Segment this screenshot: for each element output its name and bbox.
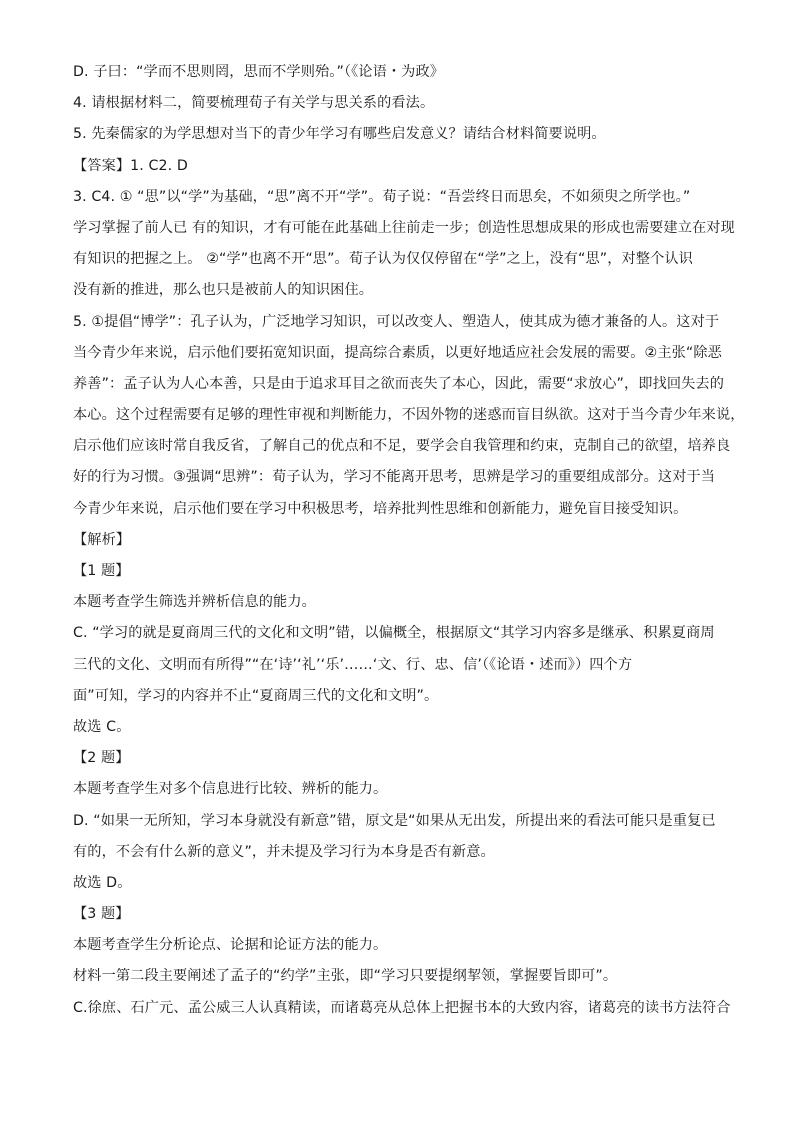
text-line: 5. 先秦儒家的为学思想对当下的青少年学习有哪些启发意义？请结合材料简要说明。 — [73, 126, 606, 143]
text-line: 好的行为习惯。③强调“思辨”：荀子认为，学习不能离开思考，思辨是学习的重要组成部分。这对于当 — [73, 469, 716, 486]
text-line: 材料一第二段主要阐述了孟子的“约学”主张，即“学习只要提纲挈领，掌握要旨即可”。 — [73, 968, 618, 985]
text-line: 5. ①提倡“博学”：孔子认为，广泛地学习知识，可以改变人、塑造人，使其成为德才兼备的人。这对于 — [73, 313, 720, 330]
text-line: C.徐庶、石广元、孟公威三人认真精读，而诸葛亮从总体上把握书本的大致内容，诸葛亮的读书方法符合 — [73, 999, 731, 1016]
text-line: 养善”：孟子认为人心本善，只是由于追求耳目之欲而丧失了本心，因此，需要“求放心”，即找回失去的 — [73, 375, 725, 392]
text-line: 本题考查学生分析论点、论据和论证方法的能力。 — [73, 937, 388, 954]
text-line: 本心。这个过程需要有足够的理性审视和判断能力，不因外物的迷惑而盲目纵欲。这对于当今青少年来说， — [73, 407, 745, 424]
text-line: 当今青少年来说，启示他们要拓宽知识面，提高综合素质，以更好地适应社会发展的需要。②主张“除恶 — [73, 344, 722, 361]
text-line: 【2 题】 — [73, 750, 130, 767]
text-line: 【解析】 — [73, 531, 131, 548]
text-line: 本题考查学生对多个信息进行比较、辨析的能力。 — [73, 781, 388, 798]
text-line: 今青少年来说，启示他们要在学习中积极思考，培养批判性思维和创新能力，避免盲目接受知识。 — [73, 500, 688, 517]
text-line: 面”可知，学习的内容并不止“夏商周三代的文化和文明”。 — [73, 687, 439, 704]
text-line: 有知识的把握之上。 ②“学”也离不开“思”。荀子认为仅仅停留在“学”之上，没有“思”，对整个认识 — [73, 251, 693, 268]
text-line: 【3 题】 — [73, 906, 130, 923]
text-line: D. “如果一无所知，学习本身就没有新意”错，原文是“如果从无出发，所提出来的看法可能只是重复已 — [73, 812, 716, 829]
text-line: 故选 D。 — [73, 874, 132, 891]
text-line: 学习掌握了前人已 有的知识，才有可能在此基础上往前走一步；创造性思想成果的形成也需要建立在对现 — [73, 219, 735, 236]
text-line: 有的，不会有什么新的意义”，并未提及学习行为本身是否有新意。 — [73, 843, 495, 860]
text-line: 【1 题】 — [73, 563, 130, 579]
text-line: 没有新的推进，那么也只是被前人的知识困住。 — [73, 282, 374, 299]
text-line: 本题考查学生筛选并辨析信息的能力。 — [73, 594, 316, 611]
text-line: 3. C4. ① “思”以“学”为基础，“思”离不开“学”。荀子说：“吾尝终日而思矣，不如须臾之所学也。” — [73, 188, 691, 205]
document-page — [73, 62, 745, 1018]
text-line: 故选 C。 — [73, 718, 131, 735]
text-line: 4. 请根据材料二，简要梳理荀子有关学与思关系的看法。 — [73, 95, 435, 112]
text-line: C. “学习的就是夏商周三代的文化和文明”错，以偏概全，根据原文“其学习内容多是继承、积累夏商周 — [73, 625, 715, 642]
text-line: 三代的文化、文明而有所得”“在‘诗’‘礼’‘乐’……‘文、行、忠、信’（《论语・述而》）四个方 — [73, 656, 633, 673]
text-line: 启示他们应该时常自我反省，了解自己的优点和不足，要学会自我管理和约束，克制自己的欲望，培养良 — [73, 438, 731, 455]
text-line: 【答案】1. C2. D — [73, 157, 188, 174]
text-line: D. 子曰：“学而不思则罔，思而不学则殆。”（《论语・为政》 — [73, 64, 445, 80]
